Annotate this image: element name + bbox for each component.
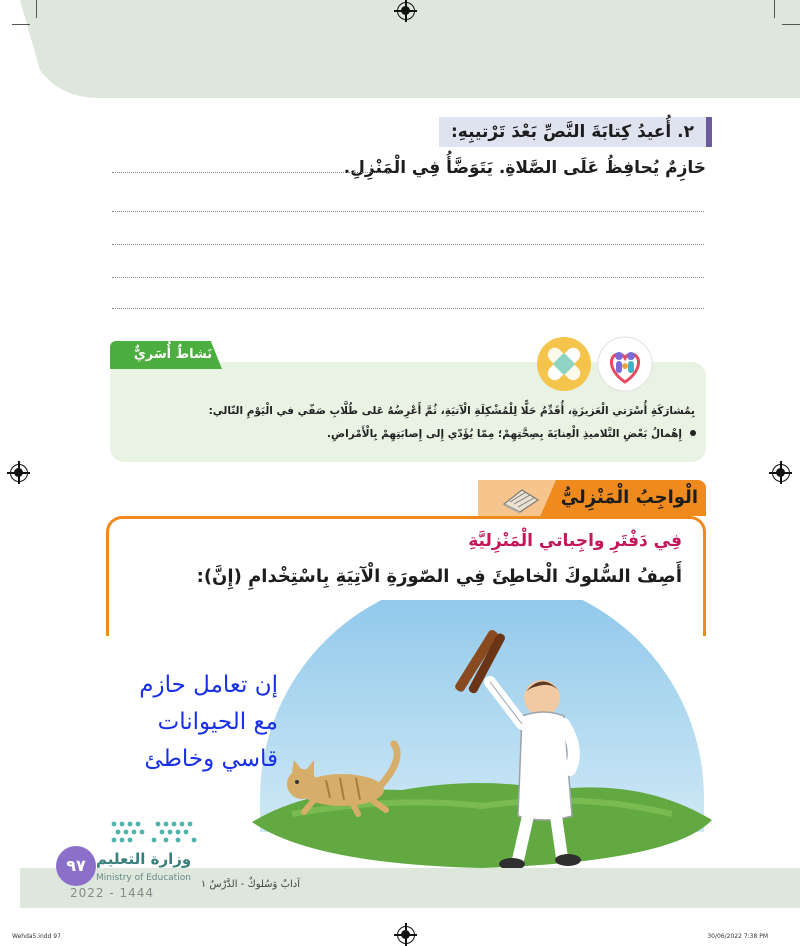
- homework-instruction: أَصِفُ السُّلوكَ الْخاطِئَ فِي الصّورَةِ الْآتِيَةِ بِاسْتِخْدامِ (إِنَّ):: [196, 566, 682, 587]
- print-date: 30/06/2022 7:38 PM: [707, 933, 768, 940]
- bandage-icon: [536, 336, 592, 392]
- activity-instruction: بِمُشارَكَةِ أُسْرَتي الْعَزيزَةِ، أُقَدِّمُ حَلًّا لِلْمُشْكِلَةِ الْآتيَةِ، ثُمَّ أَعْرِضُهُ عَلى طُلَّابِ صَفّي في الْيَوْمِ التّالي:: [208, 405, 695, 417]
- activity-label: نَشاطٌ أُسَريٌّ: [133, 347, 213, 362]
- registration-mark-icon: [10, 464, 28, 482]
- homework-title: الْواجِبُ الْمَنْزِليُّ: [560, 487, 698, 508]
- question-title-text: ٢. أُعيدُ كِتابَةَ النَّصِّ بَعْدَ تَرْتيبِهِ:: [450, 122, 694, 142]
- registration-mark-icon: [397, 2, 415, 20]
- answer-line[interactable]: [112, 308, 704, 309]
- bullet: [690, 430, 696, 436]
- registration-mark-icon: [772, 464, 790, 482]
- question-accent-bar: [706, 117, 712, 147]
- answer-line-text: قاسي وخاطئ: [144, 746, 278, 772]
- answer-line[interactable]: [112, 277, 704, 278]
- answer-line-text: مع الحيوانات: [157, 709, 278, 735]
- answer-line-text: إن تعامل حازم: [139, 672, 278, 698]
- crop-mark: [36, 0, 37, 18]
- ministry-name-ar: وزارة التعليم: [96, 850, 192, 868]
- boy-with-stick-chasing-cat-illustration: [252, 600, 712, 870]
- edition-year: 2022 - 1444: [70, 886, 155, 900]
- page-number: ٩٧: [56, 846, 96, 886]
- answer-line[interactable]: [112, 244, 704, 245]
- handwritten-answer: [108, 667, 278, 778]
- activity-problem: إِهْمالُ بَعْضِ التَّلاميذِ الْعِنايَةَ بِصِحَّتِهِمْ؛ مِمّا يُؤَدّي إِلى إِصابَتِهِمْ بِالْأَمْراضِ.: [327, 428, 682, 440]
- notebook-icon: [500, 482, 540, 514]
- question-title: [439, 117, 706, 147]
- answer-line[interactable]: [112, 172, 390, 173]
- ministry-name-en: Ministry of Education: [96, 873, 191, 883]
- ministry-logo-icon: [108, 818, 200, 846]
- crop-mark: [774, 0, 775, 18]
- family-heart-icon: [597, 336, 653, 392]
- lesson-label: آدابٌ وَسُلوكٌ - الدَّرْسُ ١: [200, 879, 300, 890]
- homework-subtitle: فِي دَفْتَرِ واجِباتي الْمَنْزِليَّةِ: [468, 531, 682, 551]
- crop-mark: [782, 24, 800, 25]
- crop-mark: [12, 24, 30, 25]
- question-sentence: حَازِمٌ يُحافِظُ عَلَى الصَّلاةِ. يَتَوَضَّأُ فِي الْمَنْزِلِ.: [343, 158, 706, 178]
- answer-line[interactable]: [112, 211, 704, 212]
- file-name: Wehda5.indd 97: [12, 933, 61, 940]
